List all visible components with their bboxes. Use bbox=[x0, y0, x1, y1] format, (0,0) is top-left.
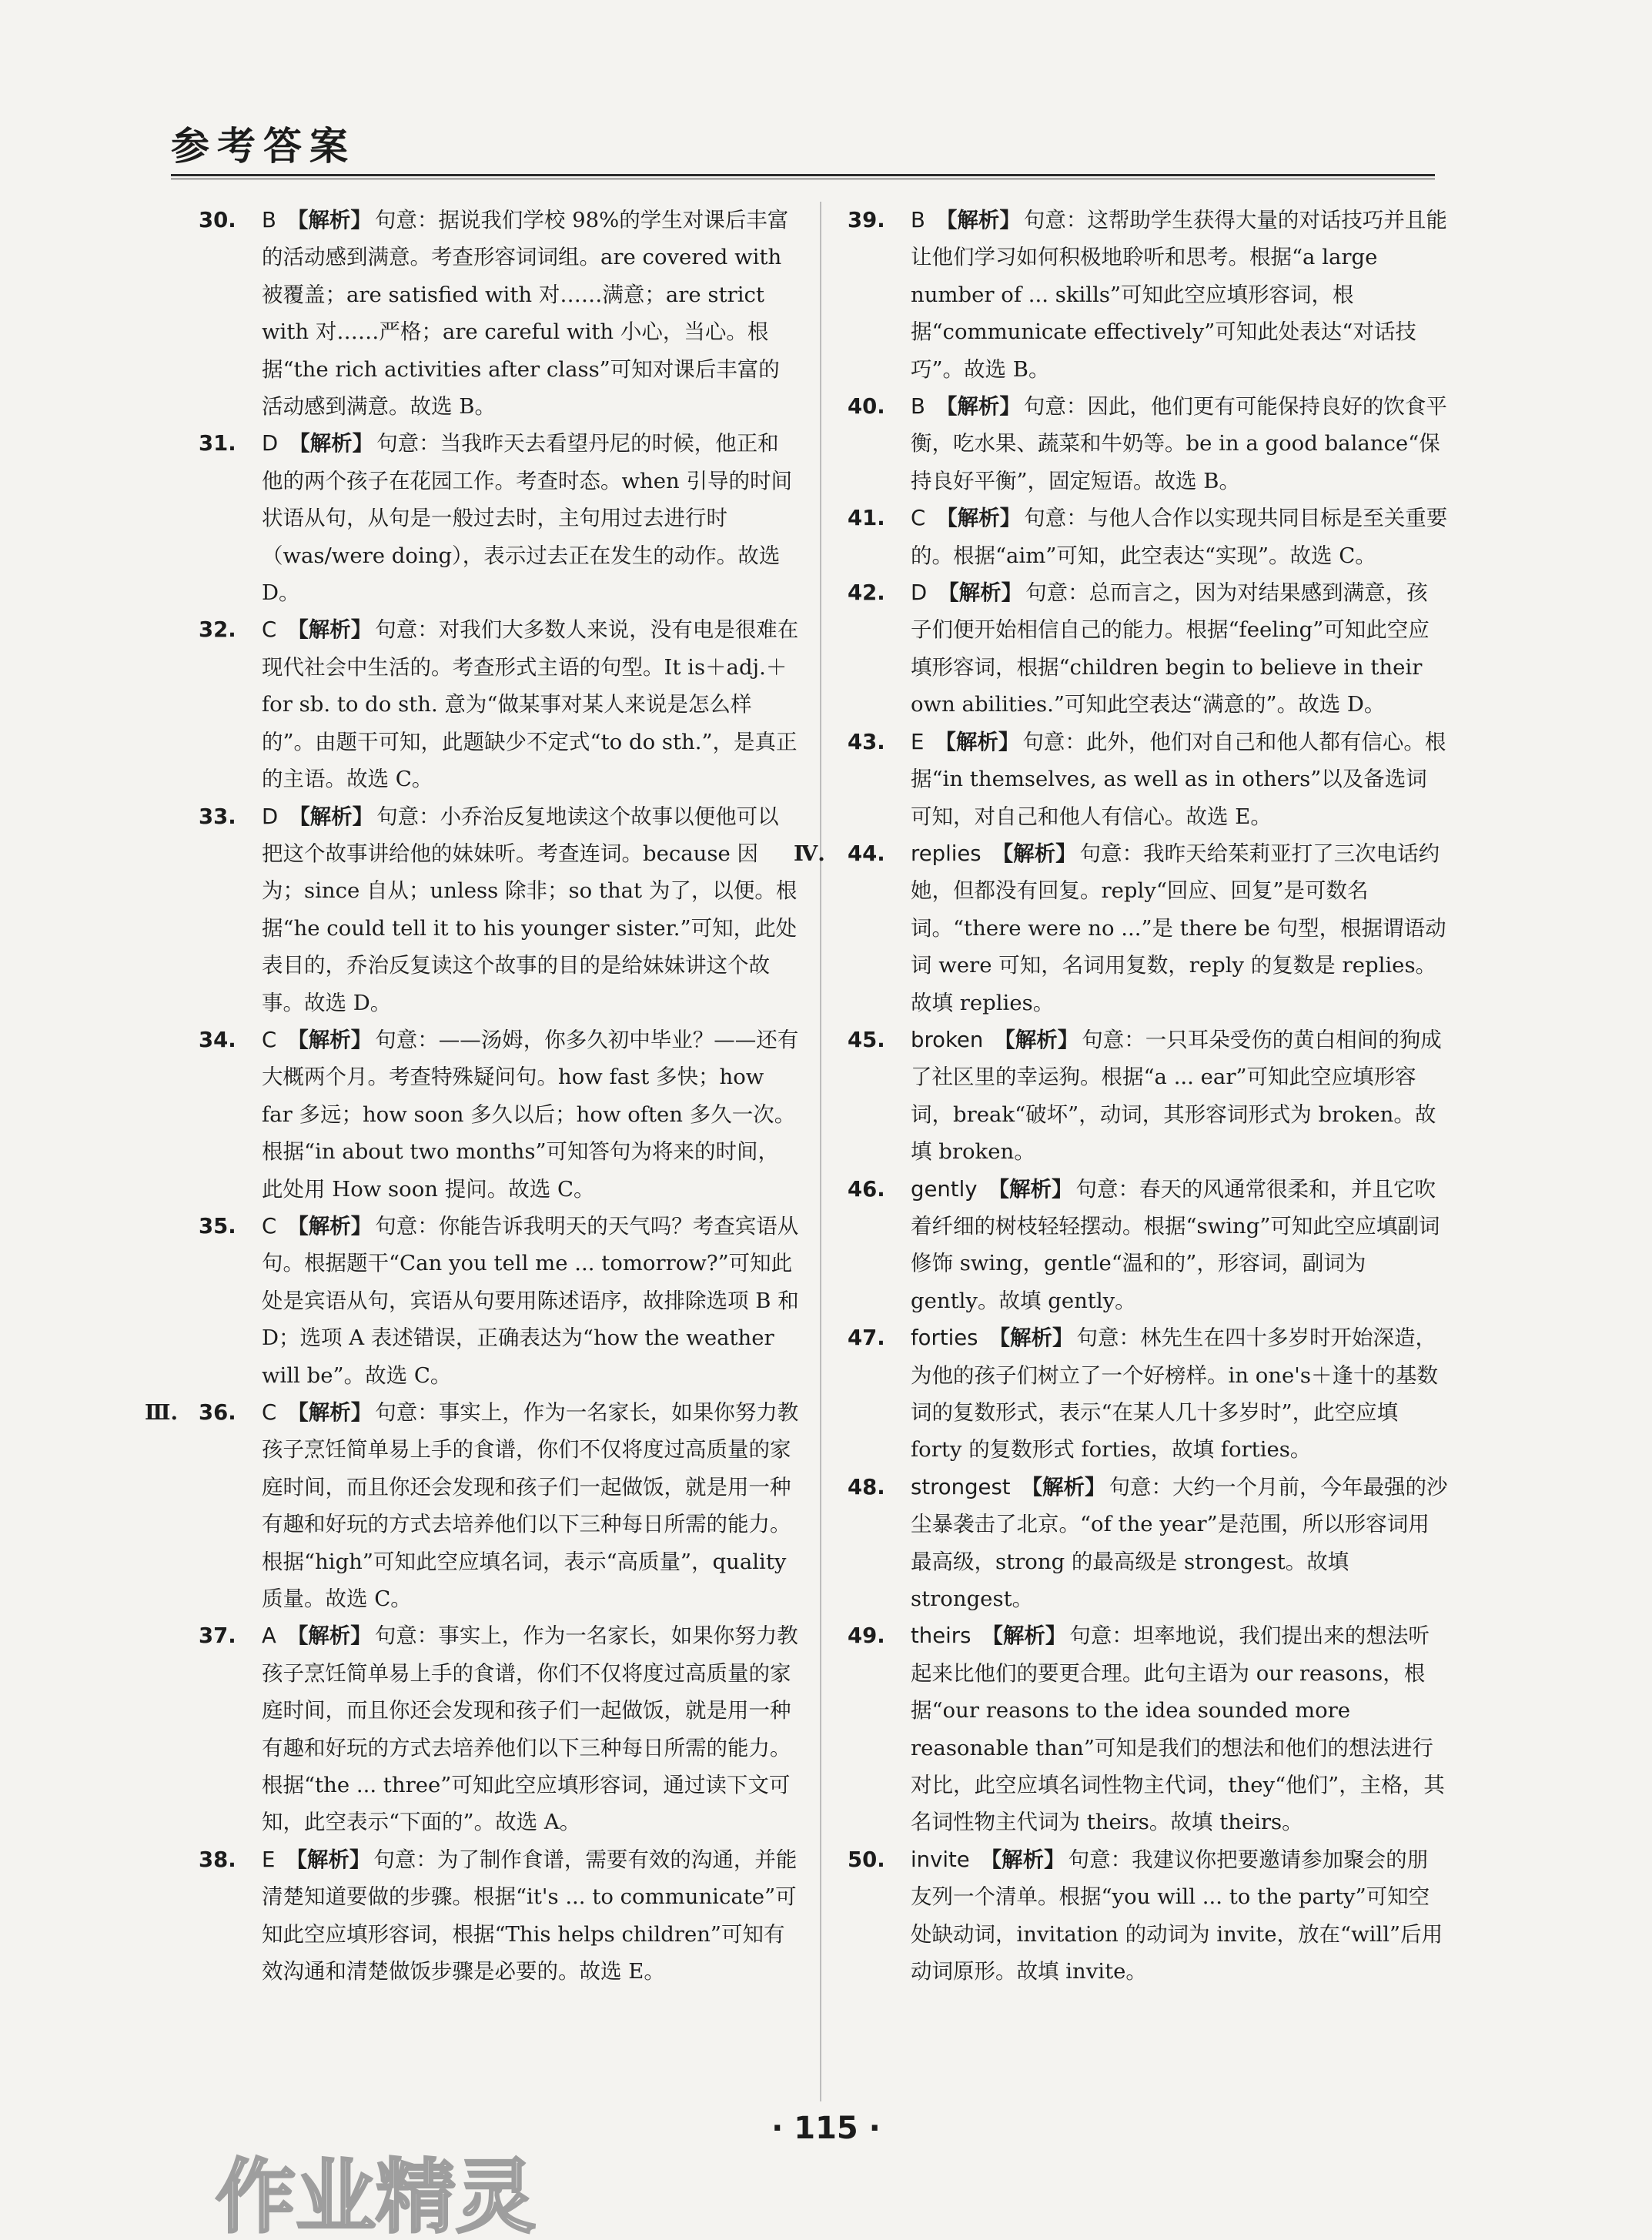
analysis-tag: 【解析】 bbox=[988, 1326, 1074, 1351]
analysis-text: 句意：小乔治反复地读这个故事以便他可以把这个故事讲给他的妹妹听。考查连词。because 因为；since 自从；unless 除非；so that 为了，以便。根据“he could tell it to his younger sister.”可知，此处表目的，乔治反复读这个故事的目的是给妹妹讲这个故事。故选 D。 bbox=[262, 804, 798, 1015]
question-number: 40. bbox=[848, 394, 885, 420]
answer-key: A bbox=[262, 1623, 276, 1649]
analysis-text: 句意：事实上，作为一名家长，如果你努力教孩子烹饪简单易上手的食谱，你们不仅将度过高质量的家庭时间，而且你还会发现和孩子们一起做饭，就是用一种有趣和好玩的方式去培养他们以下三种每日所需的能力。根据“the ... three”可知此空应填形容词，通过读下文可知，此空表示“下面的”。故选 A。 bbox=[262, 1623, 798, 1835]
analysis-tag: 【解析】 bbox=[982, 1623, 1067, 1649]
answer-entry bbox=[848, 1021, 1448, 1171]
answer-entry bbox=[199, 425, 799, 611]
question-number: 37. bbox=[199, 1623, 236, 1649]
answer-key: D bbox=[262, 431, 279, 456]
answer-key: strongest bbox=[911, 1474, 1011, 1499]
answer-entry bbox=[848, 1171, 1448, 1320]
column-divider bbox=[820, 202, 821, 2101]
answer-key: C bbox=[262, 1400, 277, 1425]
answer-key: broken bbox=[911, 1027, 984, 1052]
analysis-text: 句意：这帮助学生获得大量的对话技巧并且能让他们学习如何积极地聆听和思考。根据“a large number of ... skills”可知此空应填形容词，根据“communicate effectively”可知此处表达“对话技巧”。故选 B。 bbox=[911, 208, 1447, 382]
answer-entry bbox=[848, 1319, 1448, 1469]
analysis-tag: 【解析】 bbox=[1021, 1474, 1106, 1499]
analysis-text: 句意：林先生在四十多岁时开始深造，为他的孩子们树立了一个好榜样。in one's＋逢十的基数词的复数形式，表示“在某人几十多岁时”，此空应填 forty 的复数形式 forties，故填 forties。 bbox=[911, 1326, 1438, 1463]
analysis-tag: 【解析】 bbox=[988, 1176, 1073, 1202]
section-numeral: Ⅲ. bbox=[145, 1400, 179, 1425]
analysis-tag: 【解析】 bbox=[287, 1027, 373, 1052]
answer-key: C bbox=[262, 617, 277, 643]
answer-key: gently bbox=[911, 1176, 978, 1202]
page-header-title: 参考答案 bbox=[171, 124, 356, 169]
analysis-tag: 【解析】 bbox=[287, 617, 373, 643]
answer-key: invite bbox=[911, 1847, 970, 1872]
answer-entry bbox=[199, 798, 799, 1021]
analysis-text: 句意：为了制作食谱，需要有效的沟通，并能清楚知道要做的步骤。根据“it's ... to communicate”可知此空应填形容词，根据“This helps children”可知有效沟通和清楚做饭步骤是必要的。故选 E。 bbox=[262, 1847, 798, 1984]
question-number: 41. bbox=[848, 506, 885, 531]
question-number: 49. bbox=[848, 1623, 885, 1649]
answer-entry bbox=[199, 1617, 799, 1840]
answer-key: D bbox=[911, 580, 928, 606]
analysis-text: 句意：春天的风通常很柔和，并且它吹着纤细的树枝轻轻摆动。根据“swing”可知此空应填副词修饰 swing，gentle“温和的”，形容词，副词为 gently。故填 gently。 bbox=[911, 1176, 1440, 1313]
answer-entry bbox=[199, 1208, 799, 1394]
analysis-tag: 【解析】 bbox=[994, 1027, 1079, 1052]
analysis-text: 句意：总而言之，因为对结果感到满意，孩子们便开始相信自己的能力。根据“feeling”可知此空应填形容词，根据“children begin to believe in their own abilities.”可知此空表达“满意的”。故选 D。 bbox=[911, 580, 1430, 717]
answer-key: E bbox=[262, 1847, 276, 1872]
analysis-text: 句意：与他人合作以实现共同目标是至关重要的。根据“aim”可知，此空表达“实现”。故选 C。 bbox=[911, 506, 1448, 568]
analysis-text: 句意：此外，他们对自己和他人都有信心。根据“in themselves, as well as in others”以及备选词可知，对自己和他人有信心。故选 E。 bbox=[911, 729, 1446, 829]
analysis-text: 句意：我建议你把要邀请参加聚会的朋友列一个清单。根据“you will ... to the party”可知空处缺动词，invitation 的动词为 invite，放在“will”后用动词原形。故填 invite。 bbox=[911, 1847, 1443, 1984]
answer-entry bbox=[794, 835, 1448, 1021]
analysis-text: 句意：据说我们学校 98%的学生对课后丰富的活动感到满意。考查形容词词组。are covered with 被覆盖；are satisfied with 对……满意；are strict with 对……严格；are careful with 小心，当心。根据“the rich activities after class”可知对课后丰富的活动感到满意。故选 B。 bbox=[262, 208, 789, 420]
answer-key: B bbox=[262, 208, 276, 232]
question-number: 31. bbox=[199, 431, 236, 456]
answer-key: C bbox=[911, 506, 926, 531]
analysis-tag: 【解析】 bbox=[287, 1400, 373, 1425]
question-number: 38. bbox=[199, 1847, 236, 1872]
header-rule bbox=[171, 174, 1435, 176]
analysis-text: 句意：我昨天给茱莉亚打了三次电话约她，但都没有回复。reply“回应、回复”是可数名词。“there were no ...”是 there be 句型，根据谓语动词 were 可知，名词用复数，reply 的复数是 replies。故填 replies。 bbox=[911, 841, 1446, 1015]
question-number: 42. bbox=[848, 580, 885, 606]
page-number: · 115 · bbox=[771, 2111, 881, 2146]
question-number: 48. bbox=[848, 1474, 885, 1499]
question-number: 33. bbox=[199, 804, 236, 829]
answer-entry bbox=[848, 1469, 1448, 1618]
section-numeral: Ⅳ. bbox=[794, 841, 825, 866]
analysis-tag: 【解析】 bbox=[287, 1213, 373, 1239]
answer-key: replies bbox=[911, 841, 982, 866]
answer-entry bbox=[848, 388, 1448, 500]
analysis-tag: 【解析】 bbox=[286, 1847, 371, 1872]
analysis-tag: 【解析】 bbox=[938, 580, 1023, 606]
analysis-tag: 【解析】 bbox=[992, 841, 1077, 866]
question-number: 34. bbox=[199, 1027, 236, 1052]
right-column bbox=[794, 202, 1448, 1991]
analysis-text: 句意：你能告诉我明天的天气吗？考查宾语从句。根据题干“Can you tell me ... tomorrow?”可知此处是宾语从句，宾语从句要用陈述语序，故排除选项 B 和 D；选项 A 表述错误，正确表达为“how the weather will be”。故选 C。 bbox=[262, 1213, 799, 1388]
answer-key: C bbox=[262, 1027, 277, 1052]
answer-key: B bbox=[911, 394, 925, 420]
answer-key: B bbox=[911, 208, 925, 232]
analysis-tag: 【解析】 bbox=[980, 1847, 1065, 1872]
answer-key: theirs bbox=[911, 1623, 971, 1649]
analysis-tag: 【解析】 bbox=[936, 506, 1022, 531]
analysis-text: 句意：因此，他们更有可能保持良好的饮食平衡，吃水果、蔬菜和牛奶等。be in a good balance“保持良好平衡”，固定短语。故选 B。 bbox=[911, 394, 1447, 493]
question-number: 32. bbox=[199, 617, 236, 643]
analysis-text: 句意：当我昨天去看望丹尼的时候，他正和他的两个孩子在花园工作。考查时态。when 引导的时间状语从句，从句是一般过去时，主句用过去进行时（was/were doing），表示过去正在发生的动作。故选 D。 bbox=[262, 431, 792, 606]
analysis-text: 句意：——汤姆，你多久初中毕业？——还有大概两个月。考查特殊疑问句。how fast 多快；how far 多远；how soon 多久以后；how often 多久一次。根据“in about two months”可知答句为将来的时间，此处用 How soon 提问。故选 C。 bbox=[262, 1027, 799, 1202]
answer-entry bbox=[199, 611, 799, 797]
answer-key: C bbox=[262, 1213, 277, 1239]
answer-key: D bbox=[262, 804, 279, 829]
question-number: 35. bbox=[199, 1213, 236, 1239]
analysis-tag: 【解析】 bbox=[286, 208, 372, 232]
answer-entry bbox=[199, 1841, 799, 1991]
analysis-tag: 【解析】 bbox=[935, 394, 1021, 420]
answer-entry bbox=[848, 1617, 1448, 1840]
question-number: 39. bbox=[848, 208, 885, 232]
analysis-text: 句意：大约一个月前，今年最强的沙尘暴袭击了北京。“of the year”是范围，所以形容词用最高级，strong 的最高级是 strongest。故填 strongest。 bbox=[911, 1474, 1448, 1612]
question-number: 47. bbox=[848, 1326, 885, 1351]
question-number: 43. bbox=[848, 729, 885, 754]
question-number: 50. bbox=[848, 1847, 885, 1872]
answer-entry bbox=[199, 202, 799, 425]
question-number: 45. bbox=[848, 1027, 885, 1052]
answer-key: forties bbox=[911, 1326, 978, 1351]
analysis-tag: 【解析】 bbox=[935, 208, 1021, 232]
watermark-logo bbox=[208, 2148, 670, 2240]
analysis-text: 句意：坦率地说，我们提出来的想法听起来比他们的要更合理。此句主语为 our reasons，根据“our reasons to the idea sounded more reasonable than”可知是我们的想法和他们的想法进行对比，此空应填名词性物主代词，they“他们”，主格，其名词性物主代词为 theirs。故填 theirs。 bbox=[911, 1623, 1445, 1835]
answer-entry bbox=[848, 1841, 1448, 1991]
question-number: 30. bbox=[199, 208, 236, 232]
answer-entry bbox=[848, 574, 1448, 724]
answer-entry bbox=[848, 202, 1448, 388]
answer-entry bbox=[199, 1021, 799, 1208]
question-number: 44. bbox=[848, 841, 885, 866]
analysis-tag: 【解析】 bbox=[935, 729, 1020, 754]
left-column bbox=[145, 202, 799, 1991]
analysis-text: 句意：对我们大多数人来说，没有电是很难在现代社会中生活的。考查形式主语的句型。It is＋adj.＋for sb. to do sth. 意为“做某事对某人来说是怎么样的”。由题干可知，此题缺少不定式“to do sth.”，是真正的主语。故选 C。 bbox=[262, 617, 799, 792]
answer-entry bbox=[145, 1394, 799, 1617]
answer-key: E bbox=[911, 729, 925, 754]
question-number: 46. bbox=[848, 1176, 885, 1202]
svg-text:作业精灵: 作业精灵 bbox=[216, 2150, 537, 2240]
answer-entry bbox=[848, 500, 1448, 574]
analysis-tag: 【解析】 bbox=[286, 1623, 372, 1649]
analysis-tag: 【解析】 bbox=[289, 431, 374, 456]
question-number: 36. bbox=[199, 1400, 236, 1425]
answer-entry bbox=[848, 724, 1448, 835]
analysis-tag: 【解析】 bbox=[289, 804, 374, 829]
analysis-text: 句意：事实上，作为一名家长，如果你努力教孩子烹饪简单易上手的食谱，你们不仅将度过高质量的家庭时间，而且你还会发现和孩子们一起做饭，就是用一种有趣和好玩的方式去培养他们以下三种每日所需的能力。根据“high”可知此空应填名词，表示“高质量”，quality 质量。故选 C。 bbox=[262, 1400, 799, 1612]
analysis-text: 句意：一只耳朵受伤的黄白相间的狗成了社区里的幸运狗。根据“a ... ear”可知此空应填形容词，break“破坏”，动词，其形容词形式为 broken。故填 broken。 bbox=[911, 1027, 1442, 1165]
